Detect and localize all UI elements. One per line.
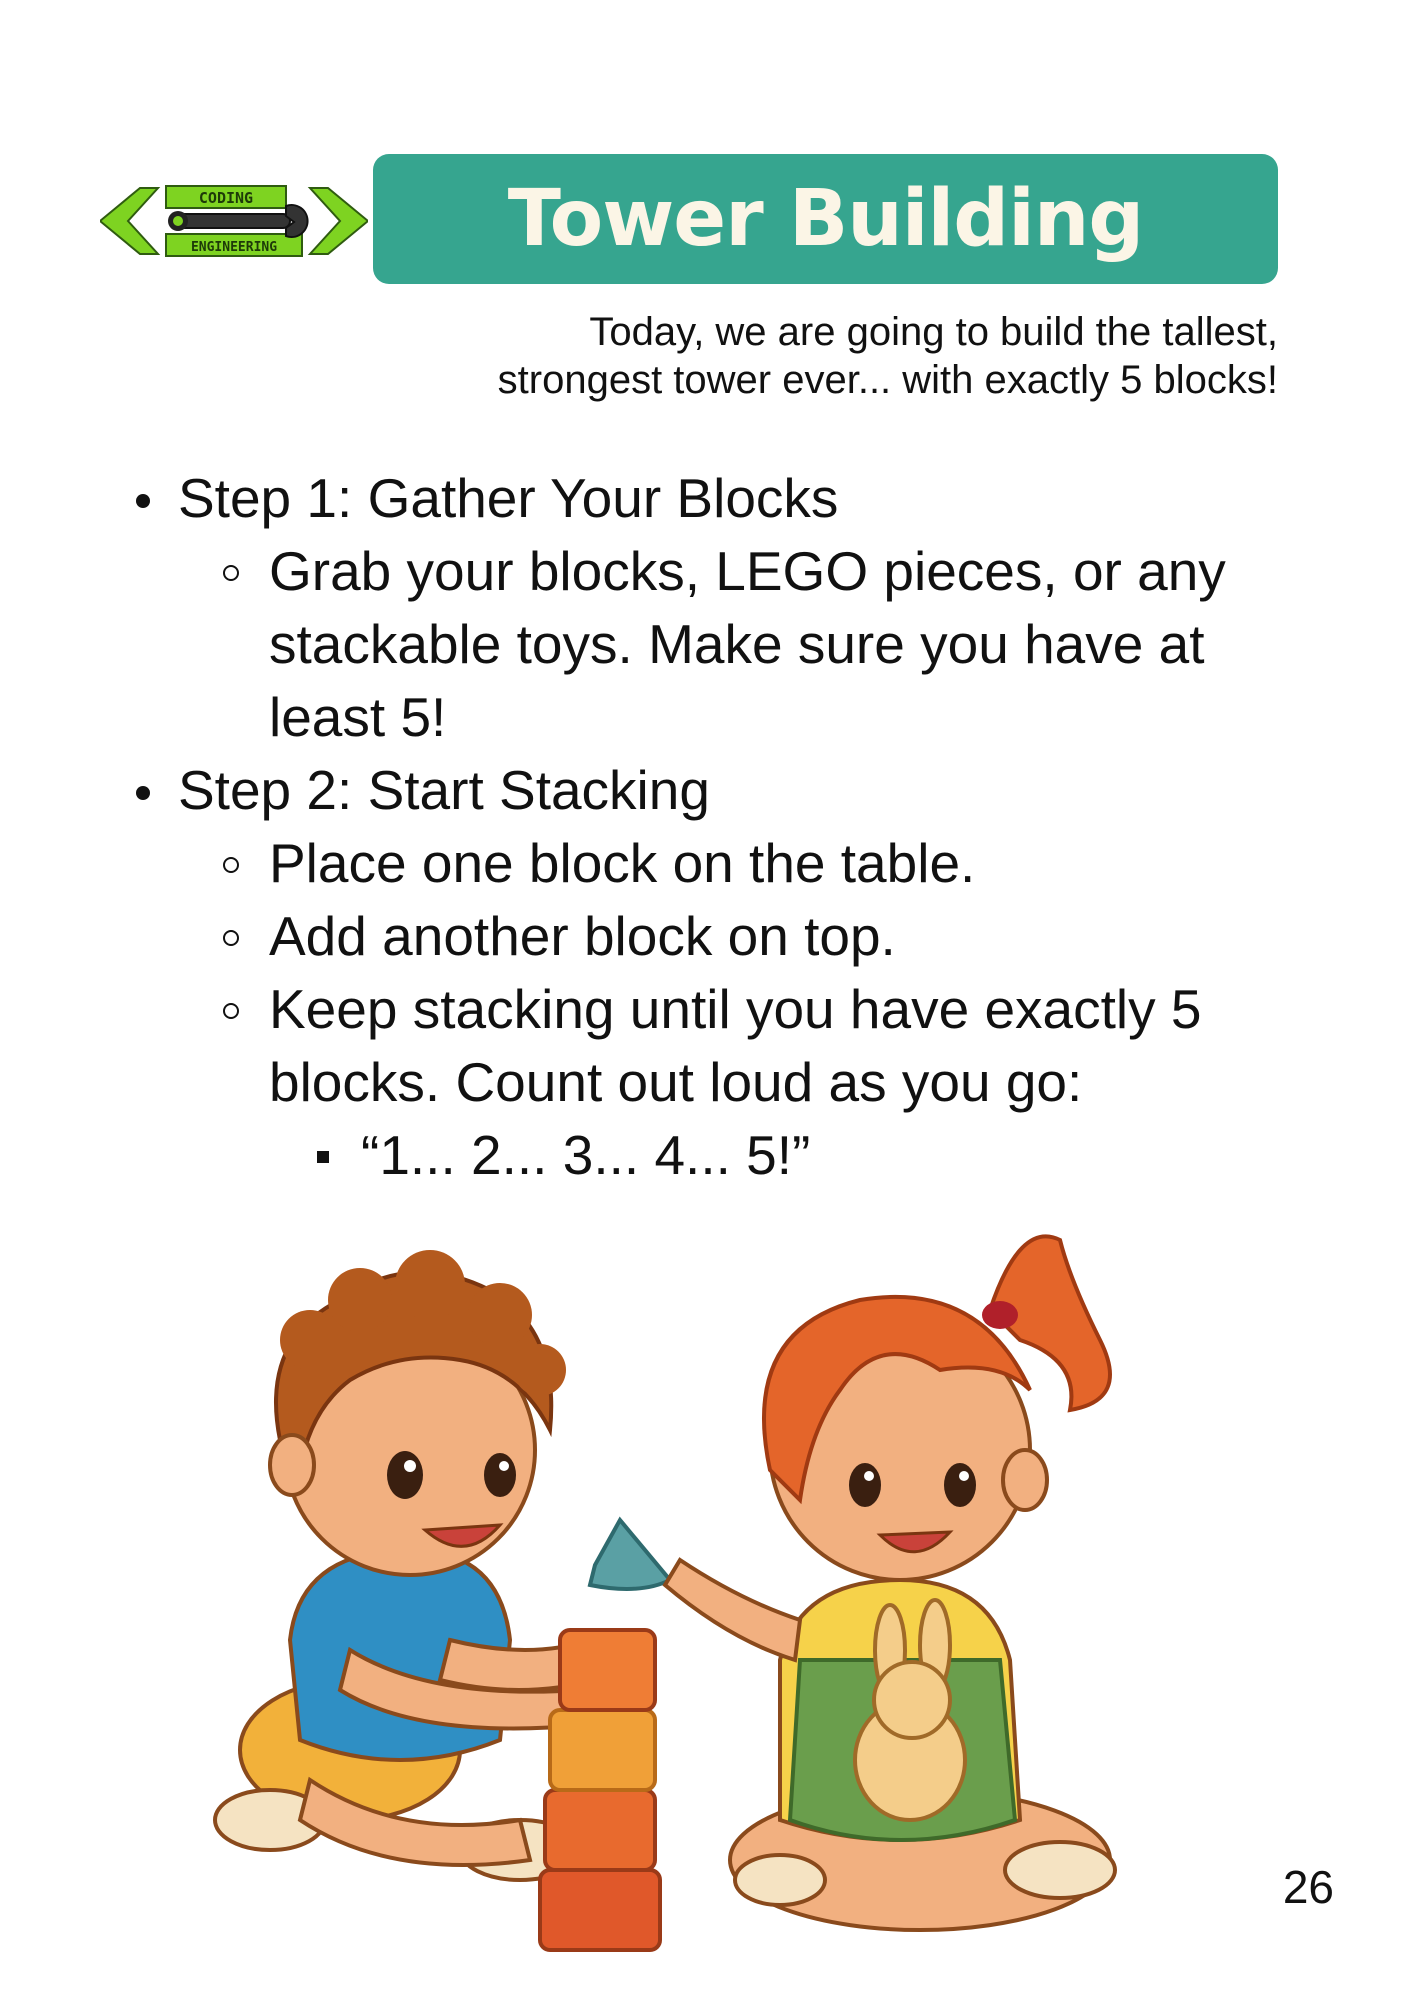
logo-bottom-text: ENGINEERING bbox=[190, 240, 278, 255]
steps-list bbox=[130, 462, 1290, 1192]
step-1-item-1: Grab your blocks, LEGO pieces, or any stackable toys. Make sure you have at least 5! bbox=[130, 535, 1290, 754]
count-item: “1... 2... 3... 4... 5!” bbox=[130, 1119, 1290, 1192]
children-building-tower-illustration bbox=[200, 1220, 1200, 1960]
intro-line-2: strongest tower ever... with exactly 5 blocks! bbox=[497, 358, 1278, 402]
coding-engineering-logo bbox=[100, 180, 368, 262]
page-title: Tower Building bbox=[507, 174, 1144, 264]
page-number: 26 bbox=[1282, 1861, 1334, 1913]
step-2-item-2: Add another block on top. bbox=[130, 900, 1290, 973]
step-2-item-1: Place one block on the table. bbox=[130, 827, 1290, 900]
intro-text bbox=[298, 308, 1278, 404]
logo-top-text: CODING bbox=[198, 189, 254, 207]
step-2-item-3: Keep stacking until you have exactly 5 blocks. Count out loud as you go: bbox=[130, 973, 1290, 1119]
step-2-heading: Step 2: Start Stacking bbox=[130, 754, 1290, 827]
step-1-heading: Step 1: Gather Your Blocks bbox=[130, 462, 1290, 535]
girl-figure bbox=[665, 1236, 1115, 1930]
intro-line-1: Today, we are going to build the tallest, bbox=[589, 310, 1278, 354]
title-banner bbox=[373, 154, 1278, 284]
block-tower bbox=[540, 1520, 670, 1950]
triangle-block bbox=[590, 1520, 670, 1589]
boy-figure bbox=[215, 1250, 595, 1880]
